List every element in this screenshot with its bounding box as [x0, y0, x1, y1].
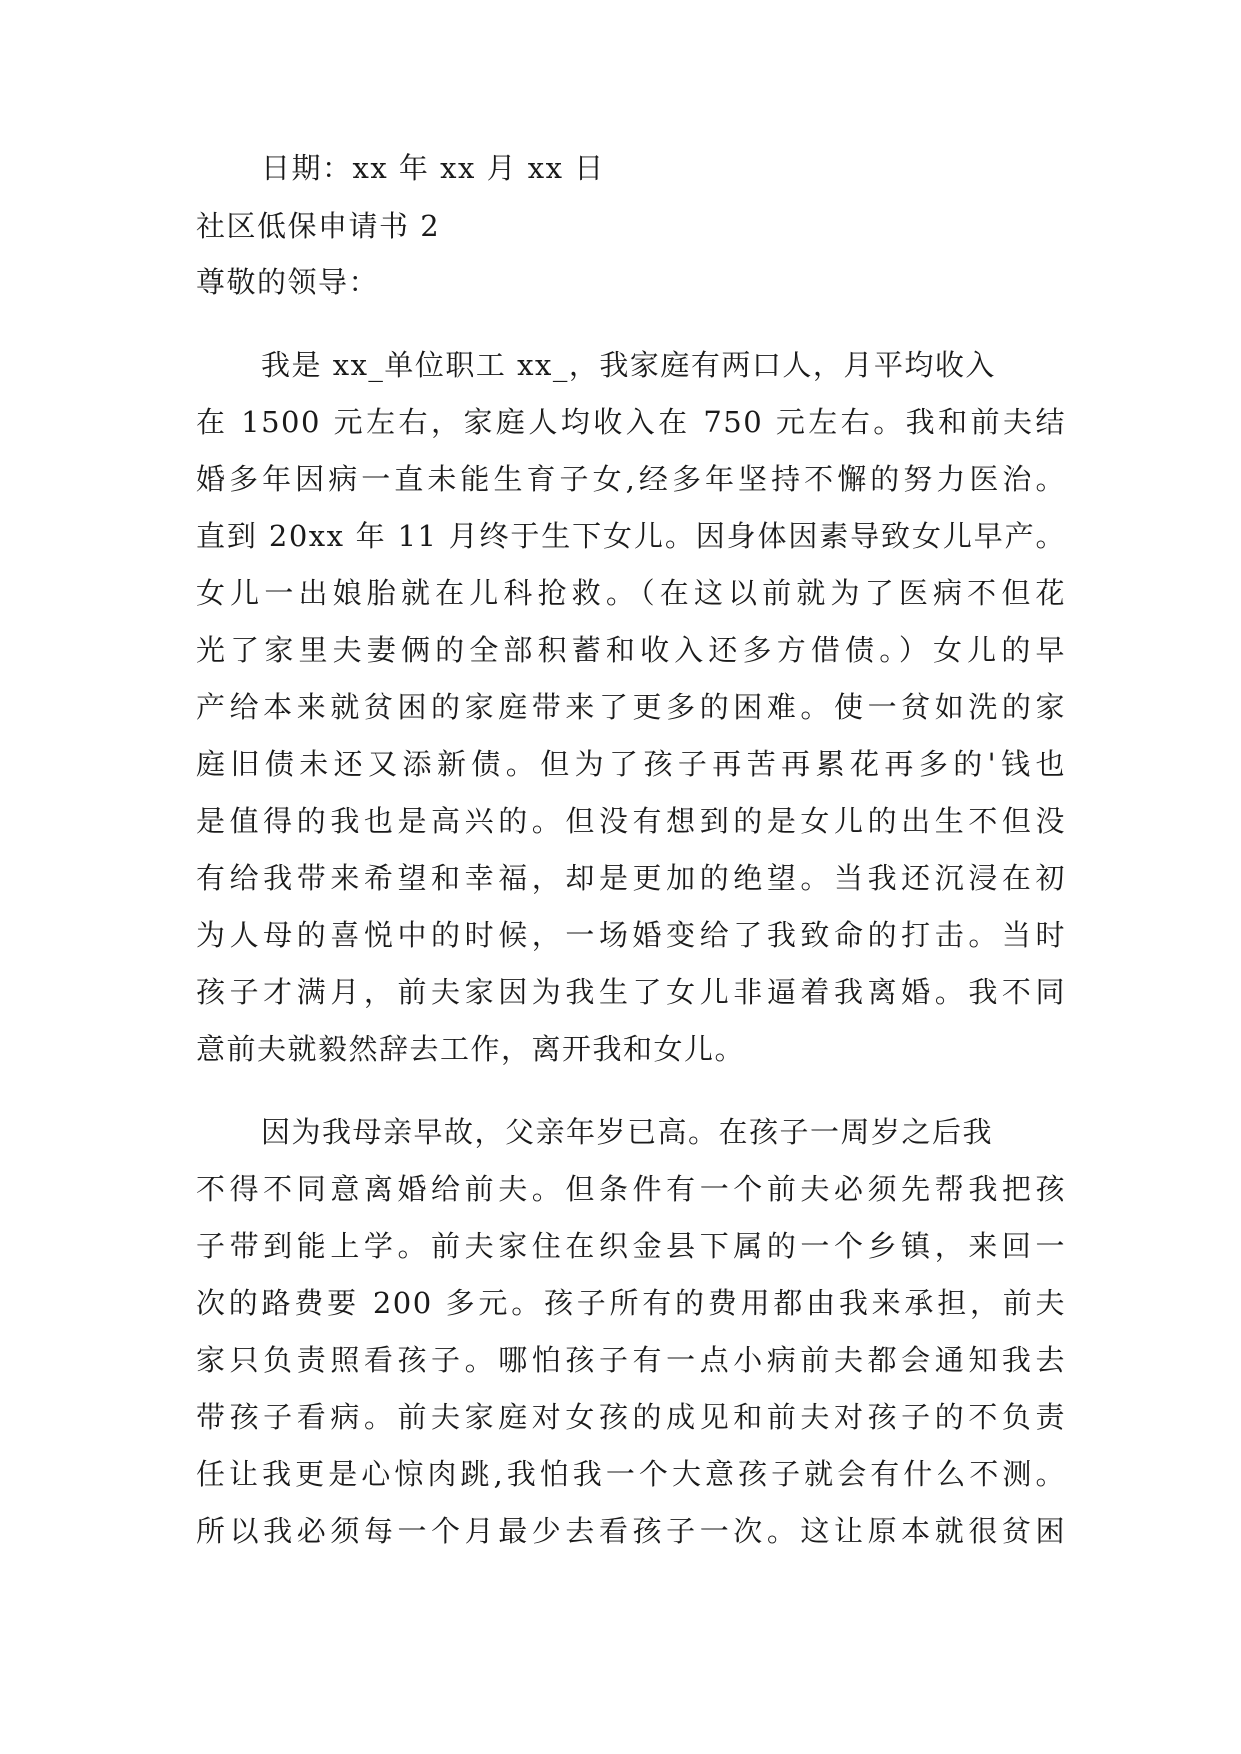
paragraph-line: 是值得的我也是高兴的。但没有想到的是女儿的出生不但没: [196, 804, 1066, 838]
paragraph-line: 意前夫就毅然辞去工作，离开我和女儿。: [196, 1032, 746, 1066]
paragraph-line: 因为我母亲早故，父亲年岁已高。在孩子一周岁之后我: [261, 1115, 994, 1149]
paragraph-line: 我是 xx_单位职工 xx_，我家庭有两口人，月平均收入: [261, 348, 996, 382]
paragraph-line: 所以我必须每一个月最少去看孩子一次。这让原本就很贫困: [196, 1514, 1066, 1548]
paragraph-line: 不得不同意离婚给前夫。但条件有一个前夫必须先帮我把孩: [196, 1172, 1066, 1206]
paragraph-line: 女儿一出娘胎就在儿科抢救。（在这以前就为了医病不但花: [196, 576, 1066, 610]
paragraph-line: 子带到能上学。前夫家住在织金县下属的一个乡镇，来回一: [196, 1229, 1066, 1263]
paragraph-line: 直到 20xx 年 11 月终于生下女儿。因身体因素导致女儿早产。: [196, 519, 1066, 553]
paragraph-line: 有给我带来希望和幸福，却是更加的绝望。当我还沉浸在初: [196, 861, 1066, 895]
paragraph-line: 在 1500 元左右，家庭人均收入在 750 元左右。我和前夫结: [196, 405, 1066, 439]
paragraph-line: 为人母的喜悦中的时候，一场婚变给了我致命的打击。当时: [196, 918, 1066, 952]
paragraph-line: 光了家里夫妻俩的全部积蓄和收入还多方借债。）女儿的早: [196, 633, 1066, 667]
date-line: 日期：xx 年 xx 月 xx 日: [261, 151, 605, 185]
paragraph-line: 家只负责照看孩子。哪怕孩子有一点小病前夫都会通知我去: [196, 1343, 1066, 1377]
paragraph-line: 任让我更是心惊肉跳,我怕我一个大意孩子就会有什么不测。: [196, 1457, 1066, 1491]
paragraph-line: 孩子才满月，前夫家因为我生了女儿非逼着我离婚。我不同: [196, 975, 1066, 1009]
document-title: 社区低保申请书 2: [196, 209, 441, 243]
paragraph-line: 产给本来就贫困的家庭带来了更多的困难。使一贫如洗的家: [196, 690, 1066, 724]
paragraph-line: 次的路费要 200 多元。孩子所有的费用都由我来承担，前夫: [196, 1286, 1066, 1320]
paragraph-line: 带孩子看病。前夫家庭对女孩的成见和前夫对孩子的不负责: [196, 1400, 1066, 1434]
paragraph-line: 婚多年因病一直未能生育子女,经多年坚持不懈的努力医治。: [196, 462, 1066, 496]
paragraph-line: 庭旧债未还又添新债。但为了孩子再苦再累花再多的'钱也: [196, 747, 1066, 781]
salutation: 尊敬的领导：: [196, 265, 380, 299]
